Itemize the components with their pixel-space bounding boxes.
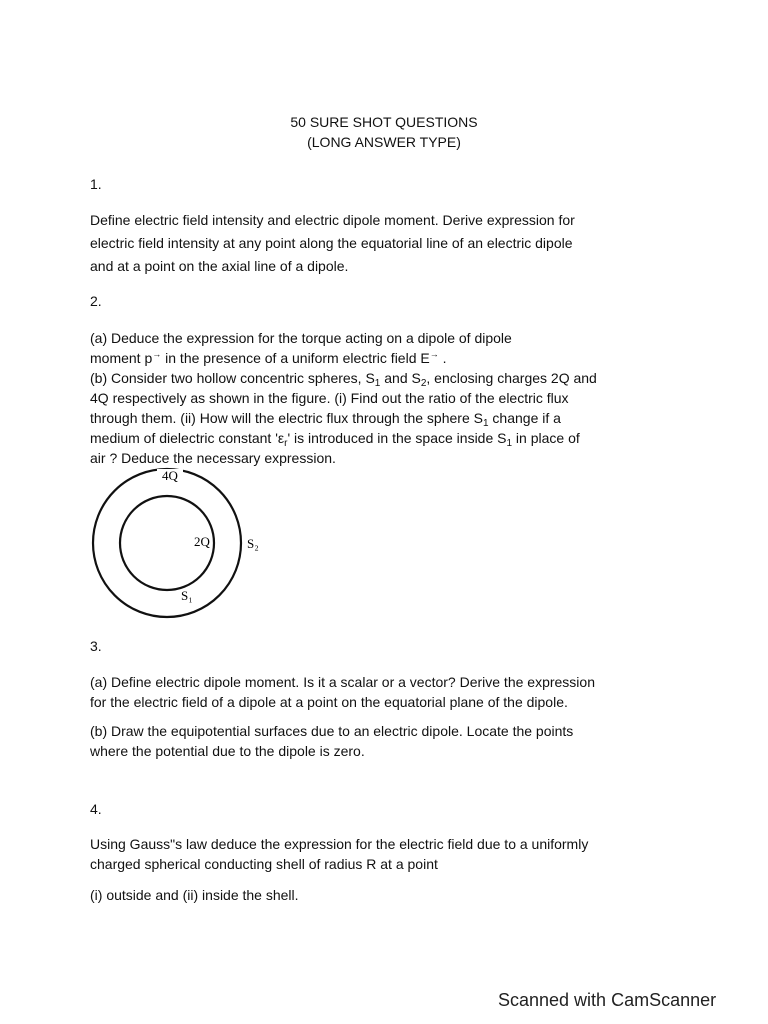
inner-charge-label: 2Q xyxy=(194,534,210,549)
outer-charge-label: 4Q xyxy=(162,468,178,483)
question-2a-line-2: moment p→ in the presence of a uniform electric field E→ . xyxy=(90,349,447,366)
page-subtitle: (LONG ANSWER TYPE) xyxy=(307,134,461,150)
question-4-subparts xyxy=(90,884,690,907)
question-2-number: 2. xyxy=(90,293,102,309)
question-2b-line-4: medium of dielectric constant '$\varepsilon_r$' is introduced in the space inside $S_1$ in place of xyxy=(90,430,580,449)
question-3a-line-2: for the electric field of a dipole at a point on the equatorial plane of the dipole. xyxy=(90,694,568,710)
concentric-spheres-figure xyxy=(90,470,260,610)
question-3a-text xyxy=(90,672,690,712)
question-4-line-2: charged spherical conducting shell of radius R at a point xyxy=(90,856,438,872)
question-3b-text xyxy=(90,721,690,761)
question-1-line-3: and at a point on the axial line of a dipole. xyxy=(90,258,349,274)
question-2b-line-5: air ? Deduce the necessary expression. xyxy=(90,450,336,466)
question-1-line-2: electric field intensity at any point along the equatorial line of an electric dipole xyxy=(90,235,573,251)
vector-arrow-icon: → xyxy=(152,349,162,359)
outer-sphere-label: S₂ xyxy=(247,536,259,551)
vector-arrow-icon: → xyxy=(429,349,439,359)
scanner-watermark: Scanned with CamScanner xyxy=(498,990,717,1010)
question-3b-line-2: where the potential due to the dipole is zero. xyxy=(90,743,365,759)
question-1-line-1: Define electric field intensity and electric dipole moment. Derive expression for xyxy=(90,212,575,228)
outer-sphere-circle xyxy=(93,469,241,617)
question-3b-line-1: (b) Draw the equipotential surfaces due to an electric dipole. Locate the points xyxy=(90,723,574,739)
question-2b-line-1: (b) Consider two hollow concentric spheres, $S_1$ and $S_2$, enclosing charges 2Q and xyxy=(90,370,597,389)
question-4-line-1: Using Gauss"s law deduce the expression for the electric field due to a uniformly xyxy=(90,836,589,852)
page-title: 50 SURE SHOT QUESTIONS xyxy=(290,114,478,130)
question-3-number: 3. xyxy=(90,638,102,654)
question-1-number: 1. xyxy=(90,176,102,192)
question-2-text xyxy=(90,328,690,468)
question-1-text xyxy=(90,209,690,278)
question-4-text xyxy=(90,834,690,874)
question-2a-line-1: (a) Deduce the expression for the torque acting on a dipole of dipole xyxy=(90,330,512,346)
question-2b-line-3: through them. (ii) How will the electric flux through the sphere $S_1$ change if a xyxy=(90,410,561,429)
question-4-line-3: (i) outside and (ii) inside the shell. xyxy=(90,887,299,903)
question-3a-line-1: (a) Define electric dipole moment. Is it a scalar or a vector? Derive the expression xyxy=(90,674,595,690)
question-2b-line-2: 4Q respectively as shown in the figure. (i) Find out the ratio of the electric flux xyxy=(90,390,569,406)
inner-sphere-label: S₁ xyxy=(181,588,193,603)
question-4-number: 4. xyxy=(90,801,102,817)
concentric-spheres-diagram xyxy=(90,470,260,610)
